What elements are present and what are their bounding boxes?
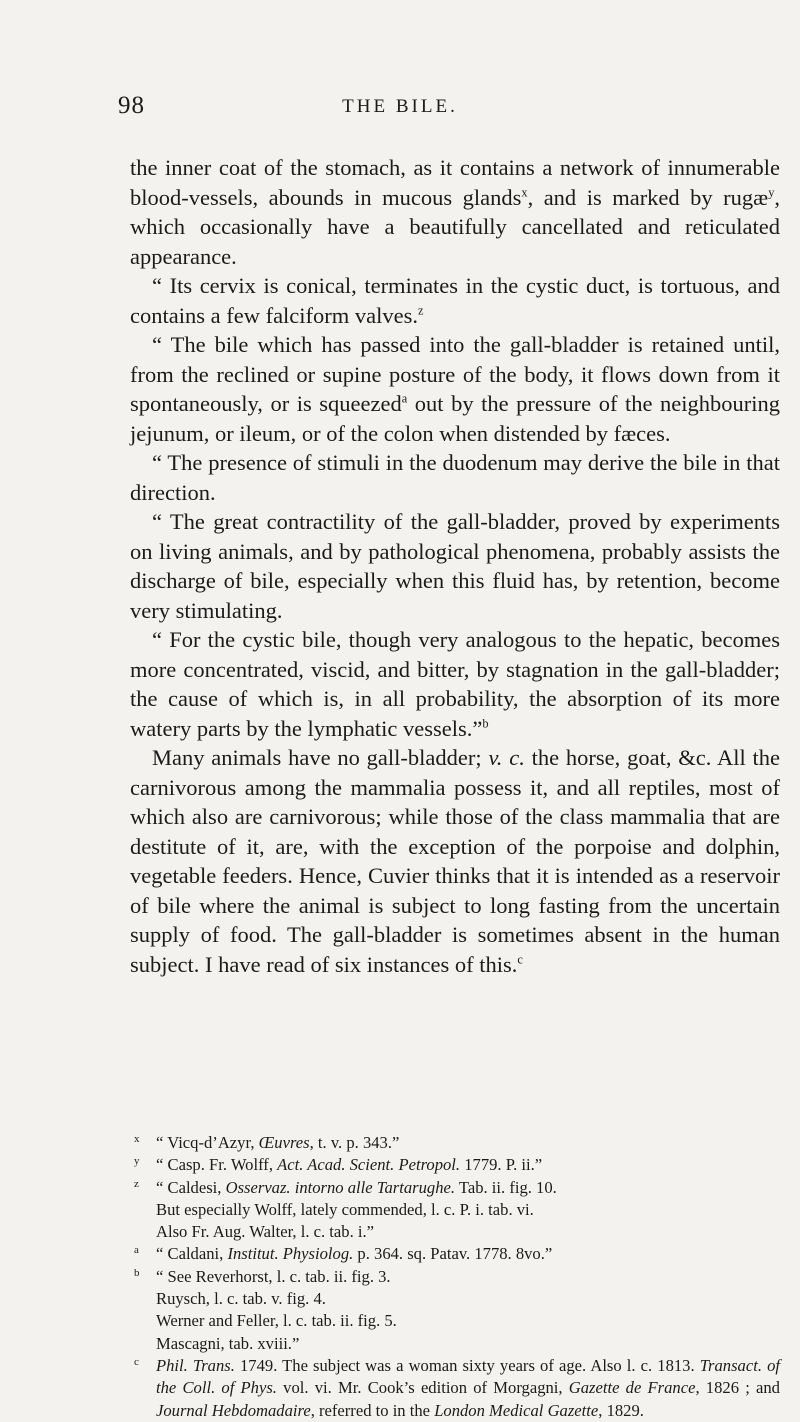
- footnote-ref: x: [521, 185, 528, 199]
- footnote-mark: a: [134, 1244, 139, 1257]
- paragraph: “ The presence of stimuli in the duodenum may derive the bile in that direction.: [130, 450, 780, 505]
- footnote-ref: y: [768, 185, 775, 199]
- footnote-mark: c: [134, 1355, 139, 1368]
- footnote-ref: b: [482, 716, 489, 730]
- footnote: a “ Caldani, Institut. Physiolog. p. 364. sq. Patav. 1778. 8vo.”: [130, 1243, 780, 1265]
- paragraph: the inner coat of the stomach, as it contains a network of innumerable blood-vessels, abounds in mucous glands$^x$, and is marked by rugæ$^y$, which occasionally have a beautifully cancellated and reticulated appearance.: [130, 155, 780, 269]
- running-head: THE BILE.: [342, 96, 458, 117]
- footnote-ref: a: [401, 391, 408, 406]
- footnote: z “ Caldesi, Osservaz. intorno alle Tartarughe. Tab. ii. fig. 10. But especially Wolff, lately commended, l. c. P. i. tab. vi. Also Fr. Aug. Walter, l. c. tab. i.”: [130, 1177, 780, 1244]
- footnote: y “ Casp. Fr. Wolff, Act. Acad. Scient. Petropol. 1779. P. ii.”: [130, 1154, 780, 1176]
- paragraph: “ Its cervix is conical, terminates in the cystic duct, is tortuous, and contains a few falciform valves.$^z$: [130, 273, 780, 328]
- footnote-mark: y: [134, 1155, 140, 1168]
- main-text: [130, 153, 780, 979]
- footnote-mark: b: [134, 1266, 140, 1279]
- footnote: x “ Vicq-d’Azyr, Œuvres, t. v. p. 343.”: [130, 1132, 780, 1154]
- footnote: c Phil. Trans. 1749. The subject was a woman sixty years of age. Also l. c. 1813. Transact. of the Coll. of Phys. vol. vi. Mr. Cook’s edition of Morgagni, Gazette de France, 1826 ; and Journal Hebdomadaire, referred to in the London Medical Gazette, 1829.: [130, 1355, 780, 1422]
- footnote-mark: z: [134, 1177, 139, 1190]
- paragraph: “ For the cystic bile, though very analogous to the hepatic, becomes more concentrated, viscid, and bitter, by stagnation in the gall-bladder; the cause of which is, in all probability, the absorption of its more watery parts by the lymphatic vessels.”$^b$: [130, 627, 780, 741]
- paragraph: “ The bile which has passed into the gall-bladder is retained until, from the reclined or supine posture of the body, it flows down from it spontaneously, or is squeezed$^a$ out by the pressure of the neighbouring jejunum, or ileum, or of the colon when distended by fæces.: [130, 332, 780, 446]
- footnote: b “ See Reverhorst, l. c. tab. ii. fig. 3. Ruysch, l. c. tab. v. fig. 4. Werner and Feller, l. c. tab. ii. fig. 5. Mascagni, tab. xviii.”: [130, 1266, 780, 1355]
- paragraph: Many animals have no gall-bladder; v. c. the horse, goat, &c. All the carnivorous among the mammalia possess it, and all reptiles, most of which also are carnivorous; while those of the class mammalia that are destitute of it, are, with the exception of the porpoise and dolphin, vegetable feeders. Hence, Cuvier thinks that it is intended as a reservoir of bile where the animal is subject to long fasting from the uncertain supply of food. The gall-bladder is sometimes absent in the human subject. I have read of six instances of this.$^c$: [130, 745, 781, 977]
- page-header: [0, 92, 800, 132]
- footnote-ref: c: [517, 952, 523, 966]
- paragraph: “ The great contractility of the gall-bladder, proved by experiments on living animals, and by pathological phenomena, probably assists the discharge of bile, especially when this fluid has, by retention, become very stimulating.: [130, 509, 780, 623]
- footnote-mark: x: [134, 1133, 140, 1145]
- footnotes: [130, 1132, 780, 1422]
- page-number: 98: [118, 92, 145, 119]
- footnote-ref: z: [418, 303, 424, 317]
